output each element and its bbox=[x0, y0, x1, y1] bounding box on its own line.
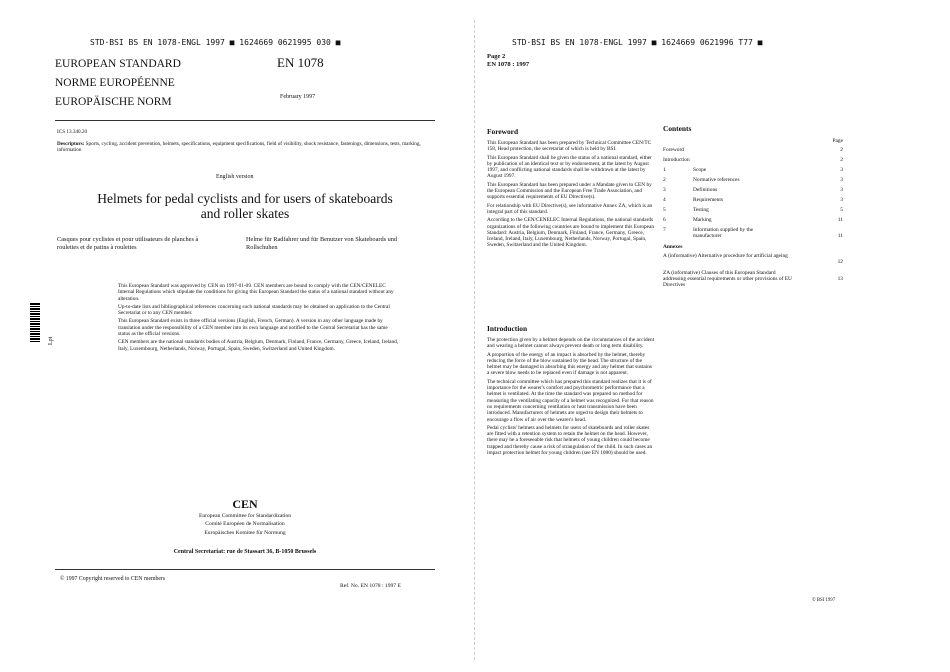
foreword-section bbox=[487, 140, 655, 251]
page-number: Page 2 bbox=[487, 53, 506, 60]
cen-name-en: European Committee for Standardization bbox=[198, 513, 292, 519]
approval-paragraph: This European Standard exists in three official versions (English, French, German). A version in any other language made by translation under the responsibility of a CEN member into its own language and notified to the Central Secretariat has the same status as the official versions. bbox=[118, 318, 388, 338]
foreword-heading: Foreword bbox=[487, 127, 519, 136]
introduction-paragraph: A proportion of the energy of an impact is absorbed by the helmet, thereby reducing the force of the blow sustained by the head. The structure of the helmet may be damaged in absorbing this energy and any helmet that sustains a severe blow needs to be replaced even if damage is not apparent. bbox=[487, 351, 652, 377]
foreword-paragraph: This European Standard has been prepared under a Mandate given to CEN by the European Commission and the European Free Trade Association, and supports essential requirements of EU Directive(s). bbox=[487, 181, 652, 201]
foreword-paragraph: This European Standard shall be given the status of a national standard, either by publication of an identical text or by endorsement, at the latest by August 1997, and conflicting national standards shall be withdrawn at the latest by August 1997. bbox=[487, 154, 652, 180]
descriptors-label: Descriptors: bbox=[57, 141, 85, 147]
standard-name-en: EUROPEAN STANDARD bbox=[55, 58, 181, 70]
page-id bbox=[487, 53, 529, 69]
ics-code: ICS 13.340.20 bbox=[57, 129, 88, 135]
standard-name-de: EUROPÄISCHE NORM bbox=[55, 96, 172, 108]
annex-entry[interactable]: ZA (informative) Clauses of this European Standard addressing essential requirements or other provisions of EU Directives 13 bbox=[663, 270, 843, 288]
page-standard-ref: EN 1078 : 1997 bbox=[487, 61, 530, 68]
standard-names bbox=[55, 55, 181, 112]
cen-names bbox=[150, 512, 340, 537]
annex-entry[interactable]: A (informative) Alternative procedure for artificial ageing 12 bbox=[663, 253, 843, 265]
barcode-mark bbox=[30, 302, 40, 342]
table-of-contents: Page Foreword 2 Introduction 2 1 Scope 3 2 Normative references 3 3 Definitions 3 4 Requirements 3 5 Testing 5 6 Marking 11 7 Information supplied by the manufacturer 11 Annexes A (informative) Alternative procedure for artificial ageing 12 ZA (informative) Clauses of this European Standard addressing essential requirements or other provisions of EU Directives 13 bbox=[663, 138, 843, 288]
descriptors-text: Sports, cycling, accident prevention, helmets, specifications, equipment specifications, field of visibility, shock resistance, fastenings, dimensions, tests, marking, information bbox=[57, 141, 421, 154]
language-version: English version bbox=[216, 174, 254, 180]
introduction-paragraph: Pedal cyclists' helmets and helmets for users of skateboards and roller skates are fitted with a retention system to retain the helmet on the head. However, there may be a foreseeable risk that helmets of young children could become trapped and thereby cause a risk of strangulation of the child. In such cases an impact protection helmet for young children (see EN 1080) should be used. bbox=[487, 424, 653, 457]
document-title: Helmets for pedal cyclists and for users of skateboards and roller skates bbox=[97, 191, 393, 221]
title-french: Casques pour cyclistes et pour utilisateurs de planches à roulettes et de patins à roulettes bbox=[57, 236, 199, 251]
footer-rule bbox=[55, 569, 435, 570]
foreword-paragraph: This European Standard has been prepared by Technical Committee CEN/TC 158, Head protection, the secretariat of which is held by BSI. bbox=[487, 140, 652, 153]
side-mark: Lpt bbox=[48, 336, 54, 345]
introduction-paragraph: The protection given by a helmet depends on the circumstances of the accident and wearing a helmet cannot always prevent death or long term disability. bbox=[487, 337, 655, 350]
foreword-paragraph: According to the CEN/CENELEC Internal Regulations, the national standards organizations of the following countries are bound to implement this European Standard: Austria, Belgium, Denmark, Finland, France, Germany, Greece, Iceland, Ireland, Italy, Luxembourg, Netherlands, Norway, Portugal, Spain, Sweden, Switzerland and the United Kingdom. bbox=[487, 217, 655, 249]
header-rule bbox=[55, 120, 435, 121]
approval-paragraph: CEN members are the national standards bodies of Austria, Belgium, Denmark, Finland, France, Germany, Greece, Iceland, Ireland, Italy, Luxembourg, Netherlands, Norway, Portugal, Spain, Sweden, Switzerland and United Kingdom. bbox=[118, 339, 399, 352]
cen-name-fr: Comité Européen de Normalisation bbox=[205, 521, 285, 528]
descriptors bbox=[57, 141, 431, 153]
foreword-paragraph: For relationship with EU Directive(s), see informative Annex ZA, which is an integral part of this standard. bbox=[487, 202, 653, 215]
approval-text bbox=[118, 283, 400, 354]
introduction-paragraph: The technical committee which has prepared this standard realizes that it is of importance for the wearer's comfort and psychrometric performance that a helmet is ventilated. At the time the standard was prepared no method for measuring the ventilating capacity of a helmet was recognized. For that reason no requirements concerning ventilation or heat transmission have been introduced. Manufacturers of helmets are urged to design their helmets to encourage a flow of air over the wearer's head. bbox=[487, 378, 654, 423]
approval-paragraph: This European Standard was approved by CEN on 1997-01-09. CEN members are bound to comply with the CEN/CENELEC Internal Regulations which stipulate the conditions for giving this European Standard the status of a national standard without any alteration. bbox=[118, 283, 394, 302]
toc-entry[interactable]: 7 Information supplied by the manufacturer 11 bbox=[663, 227, 843, 239]
left-header-code: STD·BSI BS EN 1078-ENGL 1997 ■ 1624669 0621995 030 ■ bbox=[90, 38, 341, 47]
standard-name-fr: NORME EUROPÉENNE bbox=[55, 77, 175, 89]
annexes-label: Annexes bbox=[663, 244, 683, 250]
introduction-section bbox=[487, 337, 655, 458]
cen-name-de: Europäisches Komitee für Normung bbox=[204, 529, 286, 536]
publication-date: February 1997 bbox=[280, 94, 316, 100]
cen-logo: CEN bbox=[232, 497, 258, 511]
reference-number: Ref. No. EN 1078 : 1997 E bbox=[340, 583, 401, 589]
copyright-notice: © 1997 Copyright reserved to CEN members bbox=[60, 576, 166, 582]
standard-number: EN 1078 bbox=[277, 55, 324, 70]
title-german: Helme für Radfahrer und für Benutzer von Skateboards und Rollschuhen bbox=[246, 236, 398, 251]
toc-page-label: Page bbox=[832, 138, 843, 144]
page-fold bbox=[474, 20, 476, 660]
central-secretariat: Central Secretariat: rue de Stassart 36, B-1050 Brussels bbox=[173, 549, 317, 555]
contents-heading: Contents bbox=[663, 124, 692, 133]
approval-paragraph: Up-to-date lists and bibliographical references concerning such national standards may be obtained on application to the Central Secretariat or to any CEN member. bbox=[118, 303, 390, 317]
right-header-code: STD·BSI BS EN 1078-ENGL 1997 ■ 1624669 0621996 T77 ■ bbox=[512, 38, 763, 47]
introduction-heading: Introduction bbox=[487, 324, 528, 333]
bsi-copyright: © BSI 1997 bbox=[812, 598, 836, 603]
